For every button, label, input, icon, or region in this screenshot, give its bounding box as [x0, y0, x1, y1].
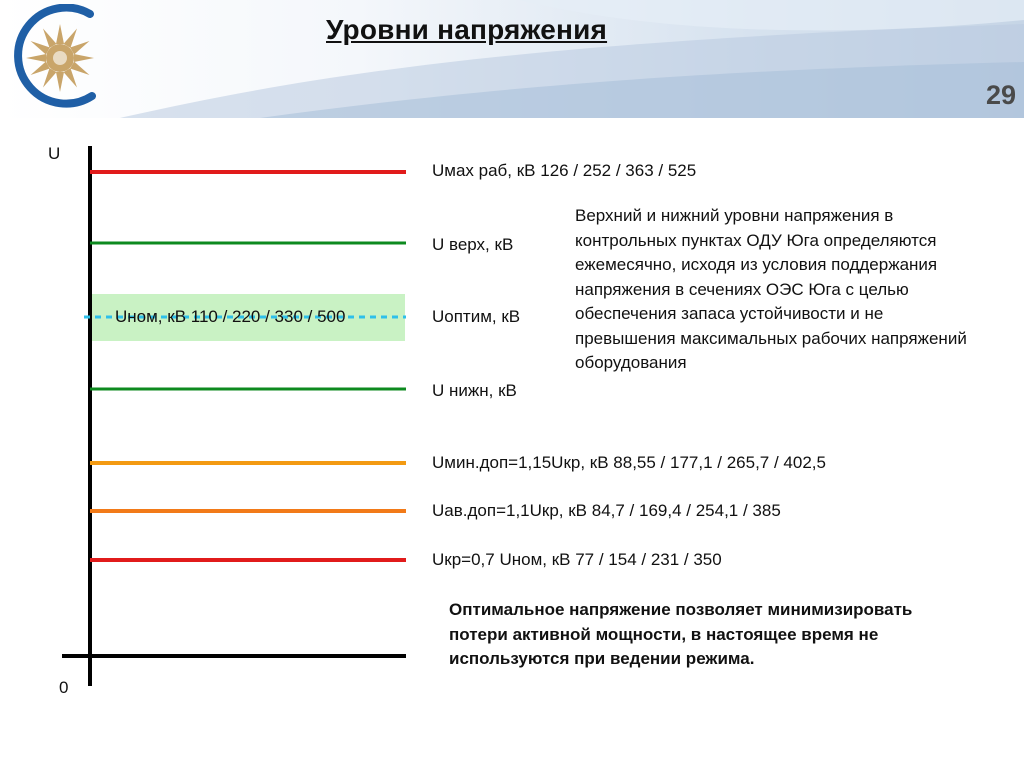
slide-number: 29: [985, 80, 1016, 110]
nominal-voltage-label: Uном, кВ 110 / 220 / 330 / 500: [115, 307, 346, 326]
levels-explanation-note: Верхний и нижний уровни напряжения в контрольных пунктах ОДУ Юга определяются ежемесячно, исходя из условия поддержания напряжения в сечениях ОЭС Юга с целью обеспечения запаса устойчивости и не превышения максимальных рабочих напряжений оборудования: [575, 206, 967, 372]
optimal-voltage-note: Оптимальное напряжение позволяет минимизировать потери активной мощности, в настоящее время не используются при ведении режима.: [449, 600, 913, 668]
origin-label: 0: [59, 678, 69, 697]
level-label-uav: Uав.доп=1,1Uкр, кВ 84,7 / 169,4 / 254,1 / 385: [432, 501, 781, 520]
y-axis-label: U: [48, 144, 61, 163]
level-label-uverh: U верх, кВ: [432, 235, 514, 254]
level-label-umax: Uмах раб, кВ 126 / 252 / 363 / 525: [432, 161, 697, 180]
level-label-ukr: Uкр=0,7 Uном, кВ 77 / 154 / 231 / 350: [432, 550, 722, 569]
level-label-unizh: U нижн, кВ: [432, 381, 517, 400]
slide-title: Уровни напряжения: [326, 14, 608, 45]
level-label-umin: Uмин.доп=1,15Uкр, кВ 88,55 / 177,1 / 265,7 / 402,5: [432, 453, 826, 472]
level-label-uoptim: Uоптим, кВ: [432, 307, 521, 326]
